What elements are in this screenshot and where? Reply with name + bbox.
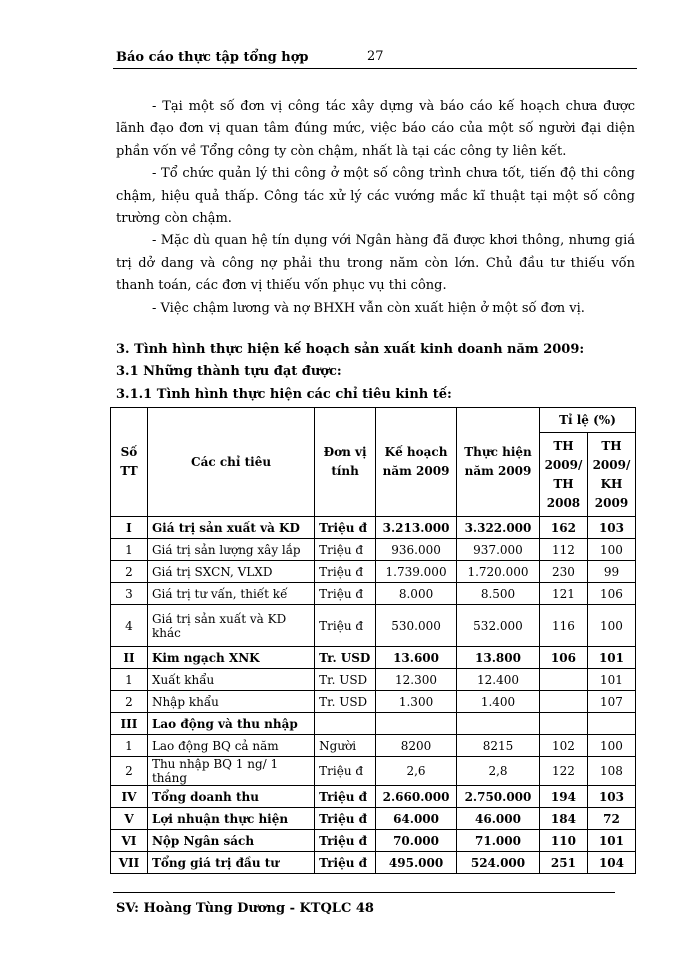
cell-indicator: Thu nhập BQ 1 ng/ 1 tháng bbox=[147, 757, 314, 786]
cell-actual: 8215 bbox=[457, 735, 540, 757]
cell-plan: 70.000 bbox=[376, 830, 457, 852]
report-title: Báo cáo thực tập tổng hợp bbox=[116, 50, 309, 65]
cell-stt: 2 bbox=[111, 691, 148, 713]
cell-unit: Người bbox=[315, 735, 376, 757]
cell-ratio1: 122 bbox=[539, 757, 587, 786]
cell-indicator: Lao động BQ cả năm bbox=[147, 735, 314, 757]
cell-ratio2: 99 bbox=[587, 561, 635, 583]
cell-unit: Triệu đ bbox=[315, 517, 376, 539]
cell-actual: 71.000 bbox=[457, 830, 540, 852]
indicators-table bbox=[110, 407, 636, 874]
cell-unit: Tr. USD bbox=[315, 669, 376, 691]
cell-actual: 532.000 bbox=[457, 605, 540, 647]
cell-indicator: Lợi nhuận thực hiện bbox=[147, 808, 314, 830]
cell-stt: I bbox=[111, 517, 148, 539]
cell-stt: 2 bbox=[111, 561, 148, 583]
cell-unit: Triệu đ bbox=[315, 561, 376, 583]
header-ratio-actual-vs-plan: TH 2009/ KH 2009 bbox=[587, 433, 635, 517]
cell-stt: 2 bbox=[111, 757, 148, 786]
header-stt: Số TT bbox=[111, 408, 148, 517]
cell-actual: 2,8 bbox=[457, 757, 540, 786]
cell-indicator: Giá trị sản xuất và KD khác bbox=[147, 605, 314, 647]
header-ratio-group: Tỉ lệ (%) bbox=[539, 408, 635, 433]
cell-indicator: Nộp Ngân sách bbox=[147, 830, 314, 852]
cell-stt: VII bbox=[111, 852, 148, 874]
cell-ratio2: 101 bbox=[587, 669, 635, 691]
cell-stt: III bbox=[111, 713, 148, 735]
cell-actual: 8.500 bbox=[457, 583, 540, 605]
section-headings bbox=[116, 339, 635, 406]
cell-plan: 8.000 bbox=[376, 583, 457, 605]
paragraph: - Tại một số đơn vị công tác xây dựng và báo cáo kế hoạch chưa được lãnh đạo đơn vị quan tâm đúng mức, việc báo cáo của một số người đại diện phần vốn về Tổng công ty còn chậm, nhất là tại các công ty liên kết. bbox=[116, 99, 635, 159]
cell-unit bbox=[315, 713, 376, 735]
table-row bbox=[111, 517, 636, 539]
page-number: 27 bbox=[367, 49, 384, 64]
cell-stt: 4 bbox=[111, 605, 148, 647]
cell-actual: 46.000 bbox=[457, 808, 540, 830]
cell-unit: Triệu đ bbox=[315, 539, 376, 561]
cell-unit: Triệu đ bbox=[315, 786, 376, 808]
table-row bbox=[111, 605, 636, 647]
page-header bbox=[113, 46, 637, 69]
cell-plan: 8200 bbox=[376, 735, 457, 757]
cell-ratio2 bbox=[587, 713, 635, 735]
cell-indicator: Giá trị SXCN, VLXD bbox=[147, 561, 314, 583]
table-row bbox=[111, 830, 636, 852]
cell-ratio1: 106 bbox=[539, 647, 587, 669]
cell-ratio1: 121 bbox=[539, 583, 587, 605]
cell-plan: 2.660.000 bbox=[376, 786, 457, 808]
table-row bbox=[111, 786, 636, 808]
table-row bbox=[111, 539, 636, 561]
cell-ratio1: 102 bbox=[539, 735, 587, 757]
cell-plan: 936.000 bbox=[376, 539, 457, 561]
cell-actual: 1.720.000 bbox=[457, 561, 540, 583]
cell-ratio1: 230 bbox=[539, 561, 587, 583]
cell-plan: 13.600 bbox=[376, 647, 457, 669]
cell-stt: V bbox=[111, 808, 148, 830]
subsubsection-heading: 3.1.1 Tình hình thực hiện các chỉ tiêu kinh tế: bbox=[116, 386, 452, 402]
cell-plan: 12.300 bbox=[376, 669, 457, 691]
cell-plan: 3.213.000 bbox=[376, 517, 457, 539]
paragraph: - Mặc dù quan hệ tín dụng với Ngân hàng đã được khơi thông, nhưng giá trị dở dang và công nợ phải thu trong năm còn lớn. Chủ đầu tư thiếu vốn thanh toán, các đơn vị thiếu vốn phục vụ thi công. bbox=[116, 233, 635, 294]
cell-unit: Triệu đ bbox=[315, 605, 376, 647]
table-row bbox=[111, 852, 636, 874]
cell-ratio2: 107 bbox=[587, 691, 635, 713]
cell-stt: VI bbox=[111, 830, 148, 852]
table-row bbox=[111, 757, 636, 786]
cell-ratio1 bbox=[539, 691, 587, 713]
cell-actual: 937.000 bbox=[457, 539, 540, 561]
cell-ratio2: 106 bbox=[587, 583, 635, 605]
table-row bbox=[111, 691, 636, 713]
header-ratio-actual-vs-prior: TH 2009/ TH 2008 bbox=[539, 433, 587, 517]
cell-indicator: Lao động và thu nhập bbox=[147, 713, 314, 735]
cell-ratio1: 110 bbox=[539, 830, 587, 852]
cell-stt: 1 bbox=[111, 539, 148, 561]
cell-plan: 530.000 bbox=[376, 605, 457, 647]
header-plan: Kế hoạch năm 2009 bbox=[376, 408, 457, 517]
cell-plan bbox=[376, 713, 457, 735]
cell-actual: 12.400 bbox=[457, 669, 540, 691]
cell-indicator: Giá trị sản lượng xây lắp bbox=[147, 539, 314, 561]
cell-ratio2: 100 bbox=[587, 539, 635, 561]
cell-plan: 495.000 bbox=[376, 852, 457, 874]
cell-indicator: Xuất khẩu bbox=[147, 669, 314, 691]
cell-actual: 2.750.000 bbox=[457, 786, 540, 808]
cell-stt: 1 bbox=[111, 669, 148, 691]
cell-ratio1 bbox=[539, 669, 587, 691]
cell-unit: Triệu đ bbox=[315, 757, 376, 786]
cell-unit: Triệu đ bbox=[315, 583, 376, 605]
table-row bbox=[111, 735, 636, 757]
paragraph: - Việc chậm lương và nợ BHXH vẫn còn xuất hiện ở một số đơn vị. bbox=[152, 300, 585, 316]
page-footer bbox=[113, 892, 615, 916]
cell-actual: 3.322.000 bbox=[457, 517, 540, 539]
cell-unit: Tr. USD bbox=[315, 647, 376, 669]
table-row bbox=[111, 561, 636, 583]
cell-indicator: Tổng giá trị đầu tư bbox=[147, 852, 314, 874]
cell-ratio2: 104 bbox=[587, 852, 635, 874]
table-row bbox=[111, 713, 636, 735]
cell-ratio2: 101 bbox=[587, 830, 635, 852]
cell-stt: II bbox=[111, 647, 148, 669]
cell-ratio1: 194 bbox=[539, 786, 587, 808]
cell-ratio2: 100 bbox=[587, 605, 635, 647]
cell-ratio1: 112 bbox=[539, 539, 587, 561]
cell-ratio2: 100 bbox=[587, 735, 635, 757]
cell-indicator: Giá trị sản xuất và KD bbox=[147, 517, 314, 539]
cell-unit: Tr. USD bbox=[315, 691, 376, 713]
cell-ratio1: 184 bbox=[539, 808, 587, 830]
cell-plan: 1.300 bbox=[376, 691, 457, 713]
cell-ratio1: 116 bbox=[539, 605, 587, 647]
cell-plan: 2,6 bbox=[376, 757, 457, 786]
cell-ratio2: 101 bbox=[587, 647, 635, 669]
cell-stt: 3 bbox=[111, 583, 148, 605]
cell-indicator: Nhập khẩu bbox=[147, 691, 314, 713]
subsection-heading: 3.1 Những thành tựu đạt được: bbox=[116, 364, 342, 380]
cell-unit: Triệu đ bbox=[315, 808, 376, 830]
cell-actual bbox=[457, 713, 540, 735]
cell-actual: 13.800 bbox=[457, 647, 540, 669]
cell-actual: 524.000 bbox=[457, 852, 540, 874]
cell-plan: 64.000 bbox=[376, 808, 457, 830]
table-row bbox=[111, 808, 636, 830]
cell-ratio1: 162 bbox=[539, 517, 587, 539]
cell-unit: Triệu đ bbox=[315, 852, 376, 874]
table-row bbox=[111, 583, 636, 605]
header-actual: Thực hiện năm 2009 bbox=[457, 408, 540, 517]
cell-stt: IV bbox=[111, 786, 148, 808]
cell-ratio2: 108 bbox=[587, 757, 635, 786]
section-heading: 3. Tình hình thực hiện kế hoạch sản xuất kinh doanh năm 2009: bbox=[116, 342, 585, 357]
table-row bbox=[111, 647, 636, 669]
cell-indicator: Kim ngạch XNK bbox=[147, 647, 314, 669]
body-text bbox=[116, 96, 635, 320]
cell-indicator: Tổng doanh thu bbox=[147, 786, 314, 808]
cell-indicator: Giá trị tư vấn, thiết kế bbox=[147, 583, 314, 605]
cell-stt: 1 bbox=[111, 735, 148, 757]
header-unit: Đơn vị tính bbox=[315, 408, 376, 517]
table-row bbox=[111, 669, 636, 691]
cell-ratio2: 103 bbox=[587, 786, 635, 808]
cell-ratio1: 251 bbox=[539, 852, 587, 874]
paragraph: - Tổ chức quản lý thi công ở một số công trình chưa tốt, tiến độ thi công chậm, hiệu quả thấp. Công tác xử lý các vướng mắc kĩ thuật tại một số công trường còn chậm. bbox=[116, 166, 635, 227]
header-indicator: Các chỉ tiêu bbox=[147, 408, 314, 517]
footer-author: SV: Hoàng Tùng Dương - KTQLC 48 bbox=[116, 901, 374, 916]
cell-plan: 1.739.000 bbox=[376, 561, 457, 583]
cell-actual: 1.400 bbox=[457, 691, 540, 713]
cell-ratio2: 72 bbox=[587, 808, 635, 830]
cell-ratio1 bbox=[539, 713, 587, 735]
cell-ratio2: 103 bbox=[587, 517, 635, 539]
cell-unit: Triệu đ bbox=[315, 830, 376, 852]
